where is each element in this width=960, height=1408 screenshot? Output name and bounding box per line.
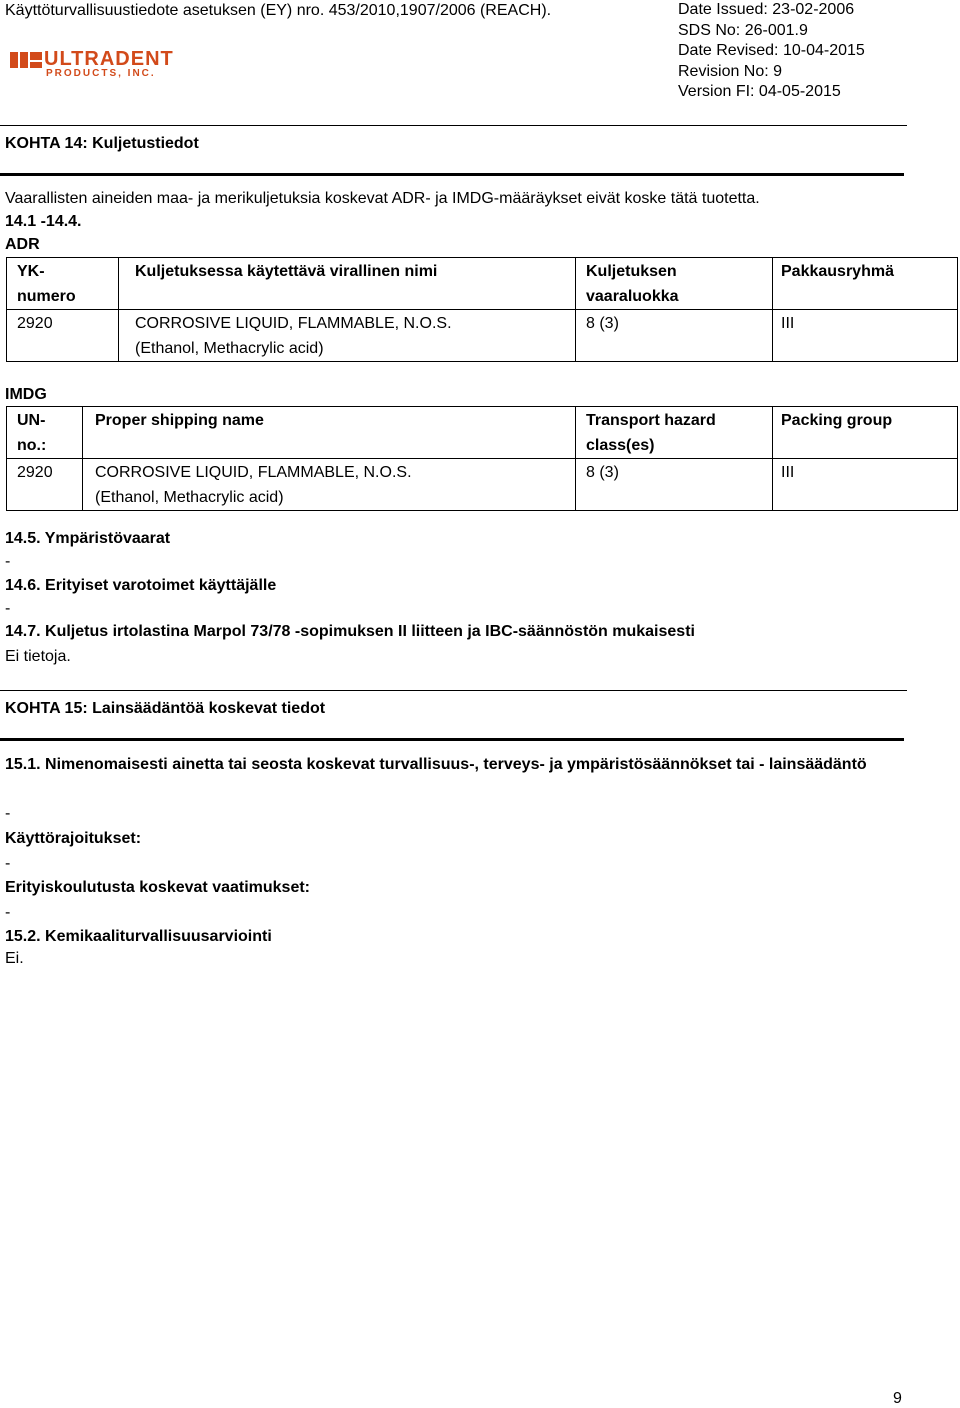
section-14-intro: Vaarallisten aineiden maa- ja merikuljetuksia koskevat ADR- ja IMDG-määräykset eivät koske tätä tuotetta.: [5, 190, 760, 207]
table-row: [7, 459, 958, 511]
header-divider: [0, 125, 907, 126]
section-14-5-title: 14.5. Ympäristövaarat: [5, 530, 171, 547]
section-14-range: 14.1 -14.4.: [5, 213, 82, 230]
imdg-table: [6, 406, 958, 511]
adr-header-un: YK-numero: [17, 263, 76, 305]
training-value: -: [5, 904, 11, 921]
logo-mark-icon: [10, 48, 195, 78]
training-title: Erityiskoulutusta koskevat vaatimukset:: [5, 879, 311, 896]
svg-text:ULTRADENT: ULTRADENT: [44, 48, 174, 70]
section-14-title: KOHTA 14: Kuljetustiedot: [5, 135, 199, 152]
section-14-6-title: 14.6. Erityiset varotoimet käyttäjälle: [5, 577, 277, 594]
section-15-2-value: Ei.: [5, 950, 24, 967]
version-fi: Version FI: 04-05-2015: [678, 83, 841, 100]
document-meta: [678, 0, 865, 103]
section-14-rule: [0, 173, 904, 176]
adr-table: [6, 257, 958, 362]
adr-label: ADR: [5, 236, 40, 253]
imdg-header-group: Packing group: [781, 412, 893, 429]
imdg-label: IMDG: [5, 386, 47, 403]
section-14-6-value: -: [5, 600, 11, 617]
adr-header-class: Kuljetuksen vaaraluokka: [586, 263, 679, 305]
section-14-7-value: Ei tietoja.: [5, 648, 71, 665]
imdg-shipping-name: CORROSIVE LIQUID, FLAMMABLE, N.O.S. (Ethanol, Methacrylic acid): [95, 464, 412, 506]
ultradent-logo: [10, 48, 195, 78]
imdg-header-name: Proper shipping name: [95, 412, 264, 429]
section-15-1-title: 15.1. Nimenomaisesti ainetta tai seosta koskevat turvallisuus-, terveys- ja ympäristösäännökset tai - lainsäädäntö: [5, 756, 867, 773]
table-row: [7, 310, 958, 362]
page-number: 9: [893, 1390, 902, 1407]
adr-un-number: 2920: [17, 315, 53, 332]
section-15-title: KOHTA 15: Lainsäädäntöä koskevat tiedot: [5, 700, 326, 717]
restrictions-title: Käyttörajoitukset:: [5, 830, 142, 847]
imdg-un-number: 2920: [17, 464, 53, 481]
sds-number: SDS No: 26-001.9: [678, 21, 808, 39]
date-revised: Date Revised: 10-04-2015: [678, 42, 865, 59]
imdg-header-class: Transport hazard class(es): [586, 412, 716, 454]
adr-header-name: Kuljetuksessa käytettävä virallinen nimi: [135, 263, 438, 280]
section-15-2-title: 15.2. Kemikaaliturvallisuusarviointi: [5, 928, 272, 945]
imdg-hazard-class: 8 (3): [586, 464, 619, 481]
table-row: [7, 258, 958, 310]
date-issued: Date Issued: 23-02-2006: [678, 1, 855, 18]
imdg-header-un: UN-no.:: [17, 412, 47, 454]
adr-shipping-name: CORROSIVE LIQUID, FLAMMABLE, N.O.S. (Ethanol, Methacrylic acid): [135, 315, 452, 357]
svg-text:PRODUCTS, INC.: PRODUCTS, INC.: [46, 68, 156, 78]
section-divider: [0, 690, 907, 691]
section-15-1-value: -: [5, 805, 11, 822]
imdg-packing-group: III: [781, 464, 795, 481]
adr-hazard-class: 8 (3): [586, 315, 619, 332]
revision-number: Revision No: 9: [678, 62, 783, 80]
adr-packing-group: III: [781, 315, 795, 332]
section-15-rule: [0, 738, 904, 741]
section-14-5-value: -: [5, 553, 11, 570]
restrictions-value: -: [5, 855, 11, 872]
document-title: Käyttöturvallisuustiedote asetuksen (EY) nro. 453/2010,1907/2006 (REACH).: [5, 2, 552, 19]
section-14-7-title: 14.7. Kuljetus irtolastina Marpol 73/78 -sopimuksen II liitteen ja IBC-säännöstön mukaisesti: [5, 623, 695, 640]
table-row: [7, 407, 958, 459]
adr-header-group: Pakkausryhmä: [781, 263, 894, 280]
